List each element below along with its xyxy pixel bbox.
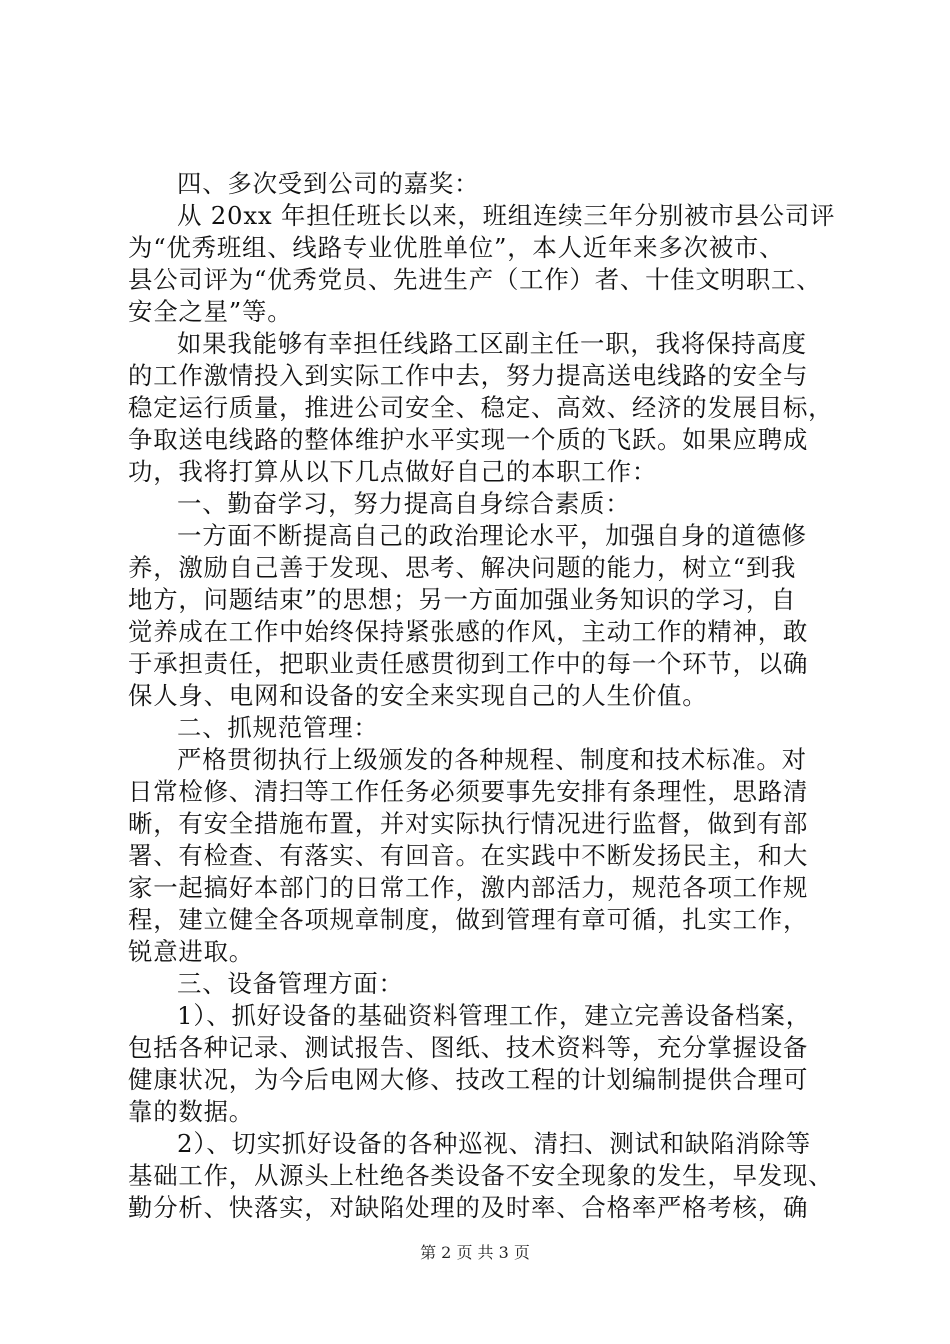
- text-line: 健康状况，为今后电网大修、技改工程的计划编制提供合理可: [128, 1065, 809, 1094]
- text-line: 的工作激情投入到实际工作中去，努力提高送电线路的安全与: [128, 361, 809, 390]
- text-line: 严格贯彻执行上级颁发的各种规程、制度和技术标准。对: [177, 745, 807, 774]
- text-line: 1）、抓好设备的基础资料管理工作，建立完善设备档案，: [177, 1001, 811, 1030]
- text-line: 于承担责任，把职业责任感贯彻到工作中的每一个环节，以确: [128, 649, 809, 678]
- text-line: 功，我将打算从以下几点做好自己的本职工作：: [128, 457, 658, 486]
- text-line: 一、勤奋学习，努力提高自身综合素质：: [177, 489, 631, 518]
- text-line: 勤分析、快落实，对缺陷处理的及时率、合格率严格考核，确: [128, 1193, 809, 1222]
- text-line: 争取送电线路的整体维护水平实现一个质的飞跃。如果应聘成: [128, 425, 809, 454]
- text-line: 安全之星”等。: [128, 297, 293, 326]
- text-line: 靠的数据。: [128, 1097, 254, 1126]
- text-line: 从 20xx 年担任班长以来，班组连续三年分别被市县公司评: [177, 201, 836, 230]
- text-line: 二、抓规范管理：: [177, 713, 379, 742]
- text-line: 如果我能够有幸担任线路工区副主任一职，我将保持高度: [177, 329, 807, 358]
- text-line: 晰，有安全措施布置，并对实际执行情况进行监督，做到有部: [128, 809, 809, 838]
- text-line: 基础工作，从源头上杜绝各类设备不安全现象的发生，早发现、: [128, 1161, 834, 1190]
- text-line: 三、设备管理方面：: [177, 969, 404, 998]
- text-line: 县公司评为“优秀党员、先进生产（工作）者、十佳文明职工、: [128, 265, 822, 294]
- page-number-footer: 第 2 页 共 3 页: [420, 1243, 530, 1262]
- text-line: 署、有检查、有落实、有回音。在实践中不断发扬民主，和大: [128, 841, 809, 870]
- text-line: 家一起搞好本部门的日常工作，激内部活力，规范各项工作规: [128, 873, 809, 902]
- text-line: 稳定运行质量，推进公司安全、稳定、高效、经济的发展目标，: [128, 393, 834, 422]
- text-line: 为“优秀班组、线路专业优胜单位”，本人近年来多次被市、: [128, 233, 785, 262]
- text-line: 日常检修、清扫等工作任务必须要事先安排有条理性，思路清: [128, 777, 809, 806]
- text-line: 一方面不断提高自己的政治理论水平，加强自身的道德修: [177, 521, 807, 550]
- text-line: 四、多次受到公司的嘉奖：: [177, 169, 480, 198]
- text-line: 觉养成在工作中始终保持紧张感的作风，主动工作的精神，敢: [128, 617, 809, 646]
- text-line: 程，建立健全各项规章制度，做到管理有章可循，扎实工作，: [128, 905, 809, 934]
- text-line: 地方，问题结束”的思想；另一方面加强业务知识的学习，自: [128, 585, 797, 614]
- document-body: [128, 168, 836, 1224]
- text-line: 养，激励自己善于发现、思考、解决问题的能力，树立“到我: [128, 553, 797, 582]
- text-line: 锐意进取。: [128, 937, 254, 966]
- text-line: 2）、切实抓好设备的各种巡视、清扫、测试和缺陷消除等: [177, 1129, 811, 1158]
- text-line: 保人身、电网和设备的安全来实现自己的人生价值。: [128, 681, 708, 710]
- text-line: 包括各种记录、测试报告、图纸、技术资料等，充分掌握设备: [128, 1033, 809, 1062]
